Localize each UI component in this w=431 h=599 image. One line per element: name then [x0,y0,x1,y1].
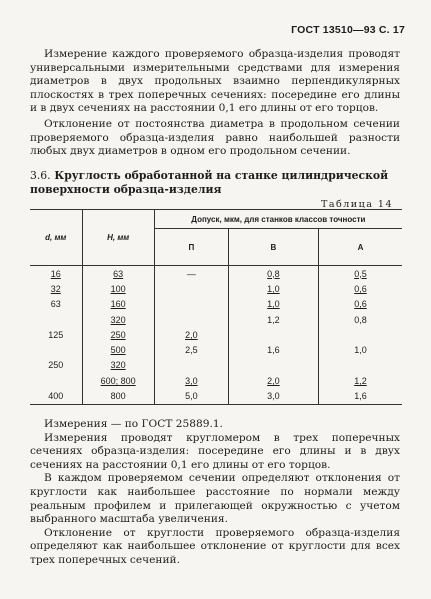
cell-v [228,327,318,342]
cell-p: 2,0 [185,329,198,340]
header-d: d, мм [45,233,67,242]
cell-p: 2,5 [154,342,228,357]
section-number: 3.6. [30,169,51,182]
paragraph-diameter-deviation [30,118,400,159]
cell-d: 16 [50,268,61,279]
cell-v: 2,0 [267,375,280,386]
cell-a [318,358,402,373]
cell-v: 1,0 [267,299,280,310]
cell-h: 100 [110,283,126,294]
cell-a: 1,0 [354,345,367,356]
cell-d: 400 [48,391,64,402]
cell-a: 0,8 [354,314,367,325]
table-caption: Таблица 14 [321,199,393,210]
paragraph-roundness-result: Отклонение от круглости проверяемого образца-изделия определяют как наибольшее отклонение от круглости для всех трех поперечных сечений. [30,526,400,566]
header-tolerance: Допуск, мкм, для станков классов точности [154,210,402,229]
cell-h: 500 [110,345,126,356]
running-title: ГОСТ 13510—93 С. 17 [291,24,405,36]
cell-v: 1,2 [228,312,318,327]
cell-p: 5,0 [154,388,228,404]
cell-p [154,358,228,373]
cell-h: 800 [82,388,154,404]
cell-d: 63 [50,299,61,310]
table-row [30,358,402,373]
paragraph-roundness-measurement: Измерения проводят кругломером в трех поперечных сечениях образца-изделия: посередине его длины и в двух сечениях на расстоянии 0,1 его длины от его торцов. [30,431,400,471]
cell-v: 0,8 [267,268,280,279]
cell-h: 250 [110,329,126,340]
cell-v: 1,6 [228,342,318,357]
cell-p: — [154,266,228,282]
header-class-a: А [357,242,364,252]
cell-d: 32 [50,283,61,294]
paragraph-reference: Измерения — по ГОСТ 25889.1. [44,418,223,430]
cell-h: 600; 800 [100,375,136,386]
table-row [30,312,402,327]
cell-a: 0,6 [354,299,367,310]
cell-a: 1,6 [354,391,367,402]
bottom-paragraphs [30,418,400,568]
cell-h: 320 [110,314,126,325]
cell-h: 320 [110,360,126,371]
paragraph-section-deviation: В каждом проверяемом сечении определяют отклонения от круглости как наибольшее расстояние по нормали между реальным профилем и прилегающей окружностью с учетом выбранного масштаба увеличения. [30,472,400,526]
paragraph-measurement-diameter [30,48,400,116]
cell-p [154,297,228,312]
cell-v: 1,0 [267,283,280,294]
table-row [30,266,402,282]
cell-v: 3,0 [228,388,318,404]
tolerance-table [30,209,402,405]
header-class-v: В [228,229,318,266]
cell-a: 0,5 [354,268,367,279]
cell-d [30,342,82,357]
section-heading [30,169,402,196]
cell-p: 3,0 [185,375,198,386]
cell-d: 125 [48,329,64,340]
table-row [30,327,402,342]
cell-a: 0,6 [354,283,367,294]
cell-h: 160 [110,299,126,310]
cell-d [30,373,82,388]
table-row [30,297,402,312]
cell-p [154,312,228,327]
table-row [30,281,402,296]
header-h: H, мм [82,210,154,266]
cell-v [228,358,318,373]
paragraph-text: Отклонение от постоянства диаметра в продольном сечении проверяемого образца-изделия равно наибольшей разности любых двух диаметров в одном его продольном сечении. [30,118,400,158]
table-row [30,373,402,388]
header-class-p: П [154,229,228,266]
cell-p [154,281,228,296]
table-row [30,342,402,357]
cell-a [318,327,402,342]
cell-d [30,312,82,327]
section-title: Круглость обработанной на станке цилиндрической поверхности образца-изделия [30,169,389,196]
cell-h: 63 [113,268,124,279]
table-row [30,388,402,404]
cell-d: 250 [48,360,64,371]
cell-a: 1,2 [354,375,367,386]
paragraph-text: Измерение каждого проверяемого образца-изделия проводят универсальными измерительными средствами для измерения диаметров в двух продольных взаимно перпендикулярных плоскостях в трех поперечных сечениях: посередине его длины и в двух сечениях на расстоянии 0,1 его длины от его торцов. [30,48,400,115]
